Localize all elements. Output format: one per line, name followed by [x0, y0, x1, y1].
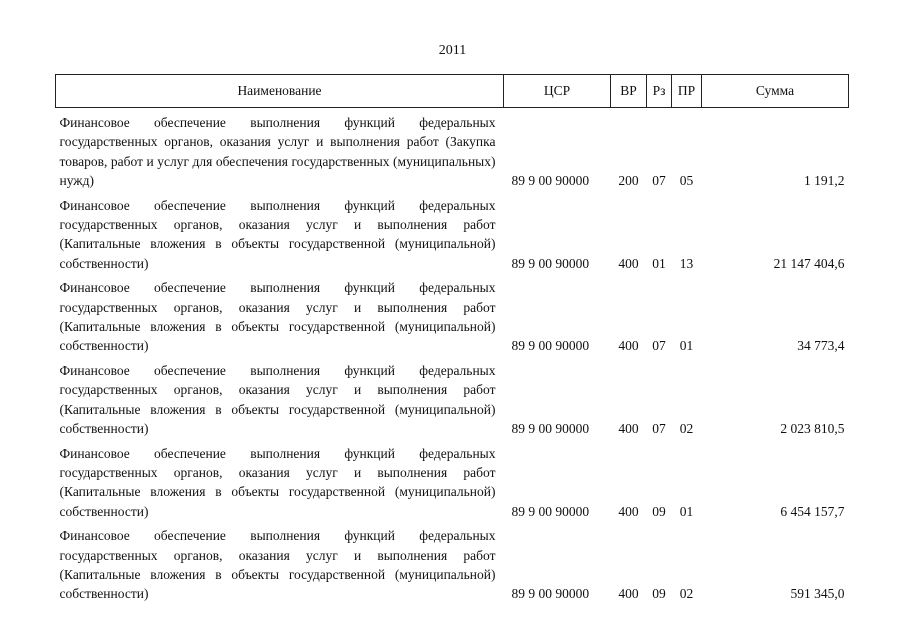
row-name: Финансовое обеспечение выполнения функций федеральных государственных органов, оказания услуг и выполнения работ (Капитальные вложения в объекты государственной (муниципальной) собственности) [59, 528, 496, 602]
header-sum: Сумма [702, 75, 849, 108]
row-pr: 01 [679, 503, 694, 519]
row-rz: 09 [652, 586, 666, 602]
row-name: Финансовое обеспечение выполнения функций федеральных государственных органов, оказания услуг и выполнения работ (Капитальные вложения в объекты государственной (муниципальной) собственности) [59, 197, 496, 271]
row-vr: 400 [618, 338, 639, 354]
row-name: Финансовое обеспечение выполнения функций федеральных государственных органов, оказания услуг и выполнения работ (Капитальные вложения в объекты государственной (муниципальной) собственности) [59, 280, 496, 354]
row-rz: 07 [652, 173, 666, 189]
row-vr: 400 [618, 421, 639, 437]
header-vr: ВР [611, 75, 647, 108]
row-sum: 1 191,2 [804, 173, 845, 189]
row-name: Финансовое обеспечение выполнения функций федеральных государственных органов, оказания услуг и выполнения работ (Капитальные вложения в объекты государственной (муниципальной) собственности) [59, 445, 496, 519]
row-pr: 01 [679, 338, 694, 354]
row-rz: 09 [652, 503, 666, 519]
table-row [56, 273, 849, 356]
row-rz: 07 [652, 421, 666, 437]
table-row [56, 521, 849, 604]
header-name: Наименование [56, 75, 504, 108]
table-row [56, 439, 849, 522]
row-csr: 89 9 00 90000 [511, 503, 590, 519]
row-sum: 21 147 404,6 [773, 255, 845, 271]
row-rz: 07 [652, 338, 666, 354]
table-row [56, 108, 849, 191]
row-csr: 89 9 00 90000 [511, 255, 590, 271]
row-vr: 400 [618, 503, 639, 519]
row-pr: 02 [679, 586, 694, 602]
row-sum: 34 773,4 [797, 338, 845, 354]
table-header-row [56, 75, 849, 108]
row-vr: 400 [618, 255, 639, 271]
row-name: Финансовое обеспечение выполнения функций федеральных государственных органов, оказания услуг и выполнения работ (Закупка товаров, работ и услуг для обеспечения государственных (муниципальных) нужд) [59, 115, 496, 189]
budget-table [55, 74, 849, 604]
page-number: 2011 [438, 43, 467, 58]
row-pr: 05 [679, 173, 694, 189]
row-vr: 400 [618, 586, 639, 602]
header-pr: ПР [672, 75, 702, 108]
row-csr: 89 9 00 90000 [511, 586, 590, 602]
table-row [56, 191, 849, 274]
row-pr: 13 [679, 255, 694, 271]
header-csr: ЦСР [504, 75, 611, 108]
row-rz: 01 [652, 255, 666, 271]
table-row [56, 356, 849, 439]
row-vr: 200 [618, 173, 639, 189]
row-csr: 89 9 00 90000 [511, 421, 590, 437]
row-csr: 89 9 00 90000 [511, 338, 590, 354]
row-sum: 591 345,0 [790, 586, 845, 602]
row-sum: 2 023 810,5 [780, 421, 845, 437]
row-name: Финансовое обеспечение выполнения функций федеральных государственных органов, оказания услуг и выполнения работ (Капитальные вложения в объекты государственной (муниципальной) собственности) [59, 362, 496, 437]
row-pr: 02 [679, 421, 694, 437]
row-csr: 89 9 00 90000 [511, 173, 590, 189]
row-sum: 6 454 157,7 [780, 503, 845, 519]
header-rz: Рз [647, 75, 672, 108]
